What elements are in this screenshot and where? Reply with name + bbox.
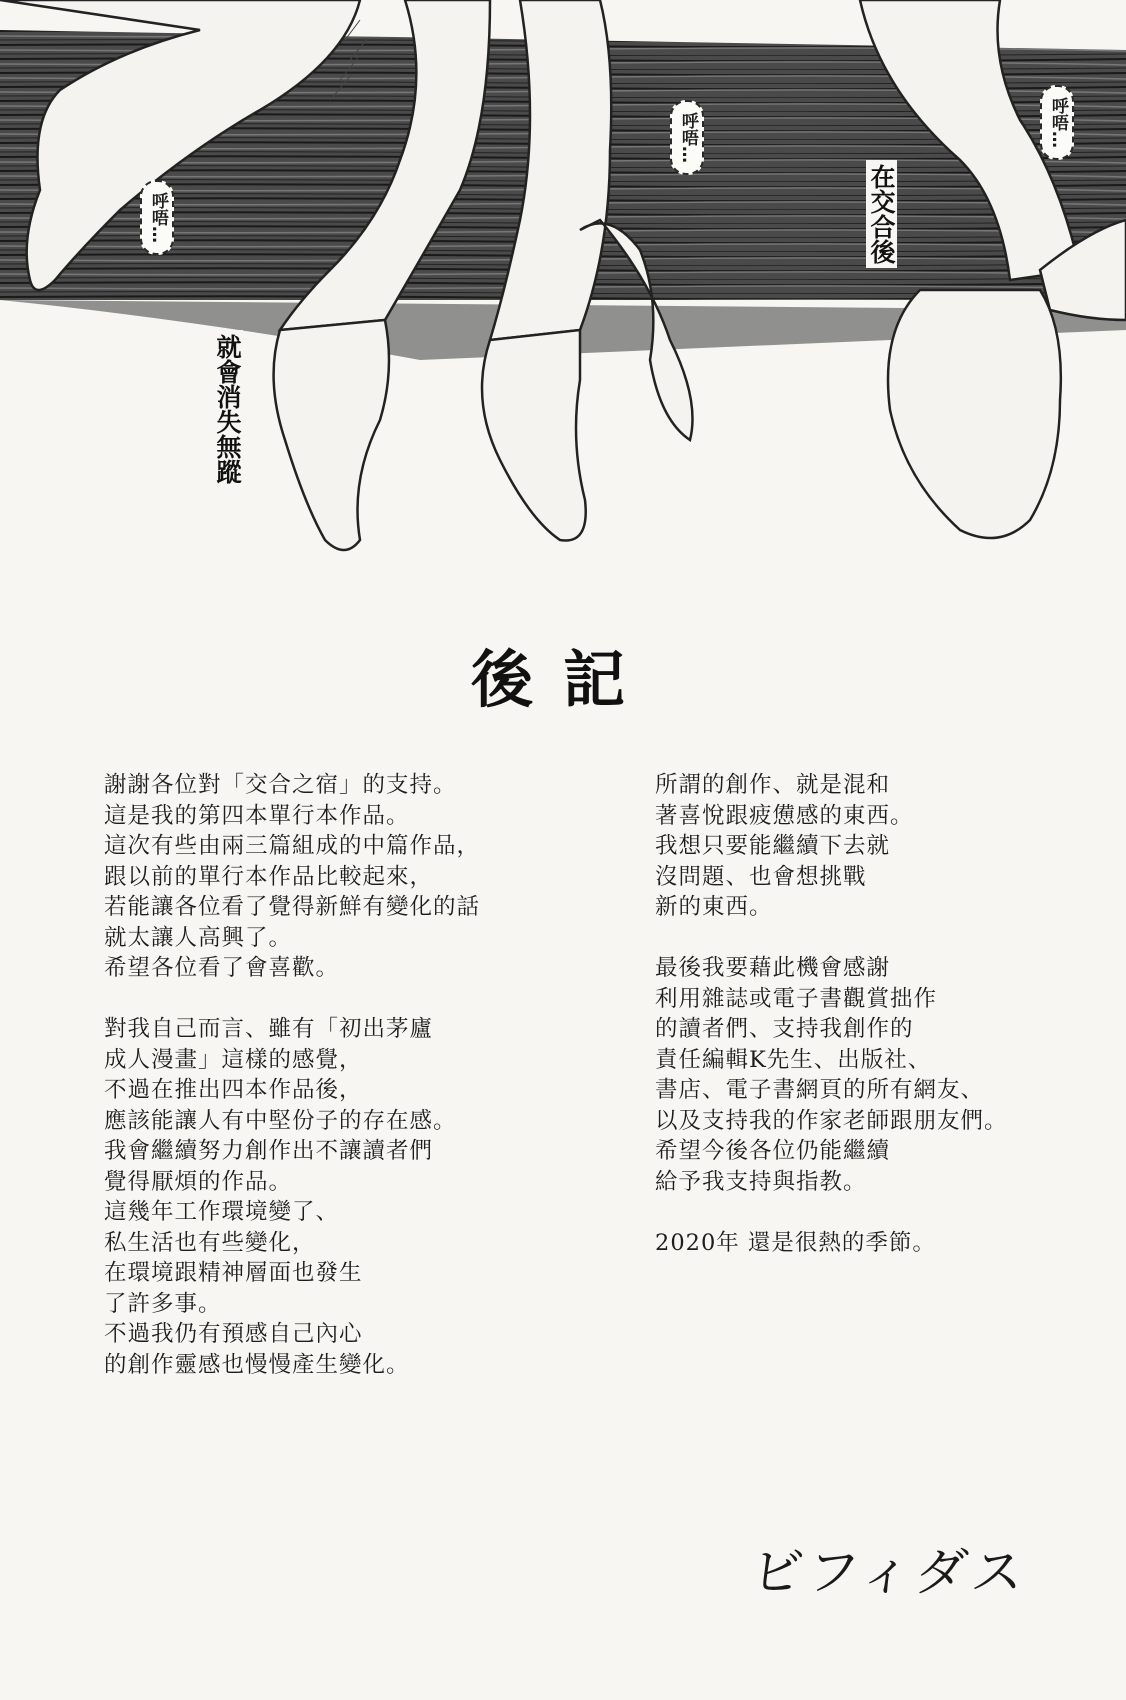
caption-left-text: 就會消失無蹤	[213, 334, 242, 484]
caption-right-text: 在交合後	[867, 164, 896, 264]
text-line: 新的東西。	[655, 894, 773, 920]
text-line: 成人漫畫」這樣的感覺，	[104, 1046, 363, 1073]
text-line: 在環境跟精神層面也發生	[104, 1260, 363, 1286]
paragraph	[655, 1228, 1008, 1259]
text-line: 對我自己而言、雖有「初出茅廬	[104, 1016, 434, 1042]
text-line: 覺得厭煩的作品。	[104, 1168, 293, 1195]
sound-bubble	[1040, 85, 1074, 160]
text-line: 最後我要藉此機會感謝	[655, 955, 891, 981]
text-line: 責任編輯K先生、出版社、	[655, 1046, 932, 1073]
text-line: 跟以前的單行本作品比較起來，	[104, 863, 434, 890]
text-line: 給予我支持與指教。	[655, 1168, 867, 1195]
text-line: 這次有些由兩三篇組成的中篇作品，	[104, 833, 481, 859]
panel-illustration	[0, 0, 1126, 560]
text-line: 所謂的創作、就是混和	[655, 772, 891, 798]
paragraph	[104, 770, 480, 984]
text-line: 若能讓各位看了覺得新鮮有變化的話	[104, 894, 481, 920]
bubble-text: 呼唔…	[677, 112, 698, 163]
text-line: 這是我的第四本單行本作品。	[104, 802, 410, 829]
bubble-text: 呼唔…	[147, 192, 168, 243]
text-line: 的讀者們、支持我創作的	[655, 1016, 914, 1042]
text-line: 的創作靈感也慢慢產生變化。	[104, 1351, 410, 1378]
text-line: 不過我仍有預感自己內心	[104, 1321, 363, 1347]
paragraph	[655, 770, 1008, 923]
sound-bubble	[140, 180, 174, 255]
text-line: 沒問題、也會想挑戰	[655, 863, 867, 890]
author-signature: ビフィダス	[748, 1543, 1031, 1603]
paragraph	[655, 953, 1008, 1197]
text-line: 謝謝各位對「交合之宿」的支持。	[104, 772, 457, 798]
left-column	[104, 770, 480, 1411]
text-line: 就太讓人高興了。	[104, 924, 293, 951]
afterword-title: 後記	[470, 643, 655, 716]
sound-bubble	[670, 100, 704, 175]
date-line: 2020年 還是很熱的季節。	[655, 1229, 936, 1256]
text-line: 不過在推出四本作品後，	[104, 1077, 363, 1103]
text-line: 了許多事。	[104, 1290, 222, 1317]
text-line: 我想只要能繼續下去就	[655, 833, 891, 859]
text-line: 書店、電子書網頁的所有網友、	[655, 1077, 985, 1103]
text-line: 著喜悅跟疲憊感的東西。	[655, 802, 914, 829]
text-line: 利用雜誌或電子書觀賞拙作	[655, 985, 938, 1012]
text-line: 應該能讓人有中堅份子的存在感。	[104, 1107, 457, 1134]
text-line: 以及支持我的作家老師跟朋友們。	[655, 1107, 1008, 1134]
paragraph	[104, 1014, 480, 1380]
bubble-text: 呼唔…	[1047, 97, 1068, 148]
caption-right	[866, 160, 897, 268]
text-line: 希望今後各位仍能繼續	[655, 1138, 891, 1164]
text-line: 我會繼續努力創作出不讓讀者們	[104, 1138, 434, 1164]
manga-panel	[0, 0, 1126, 560]
caption-left	[212, 330, 243, 488]
right-column	[655, 770, 1008, 1289]
text-line: 這幾年工作環境變了、	[104, 1199, 340, 1225]
text-line: 私生活也有些變化，	[104, 1229, 316, 1256]
text-line: 希望各位看了會喜歡。	[104, 955, 340, 981]
